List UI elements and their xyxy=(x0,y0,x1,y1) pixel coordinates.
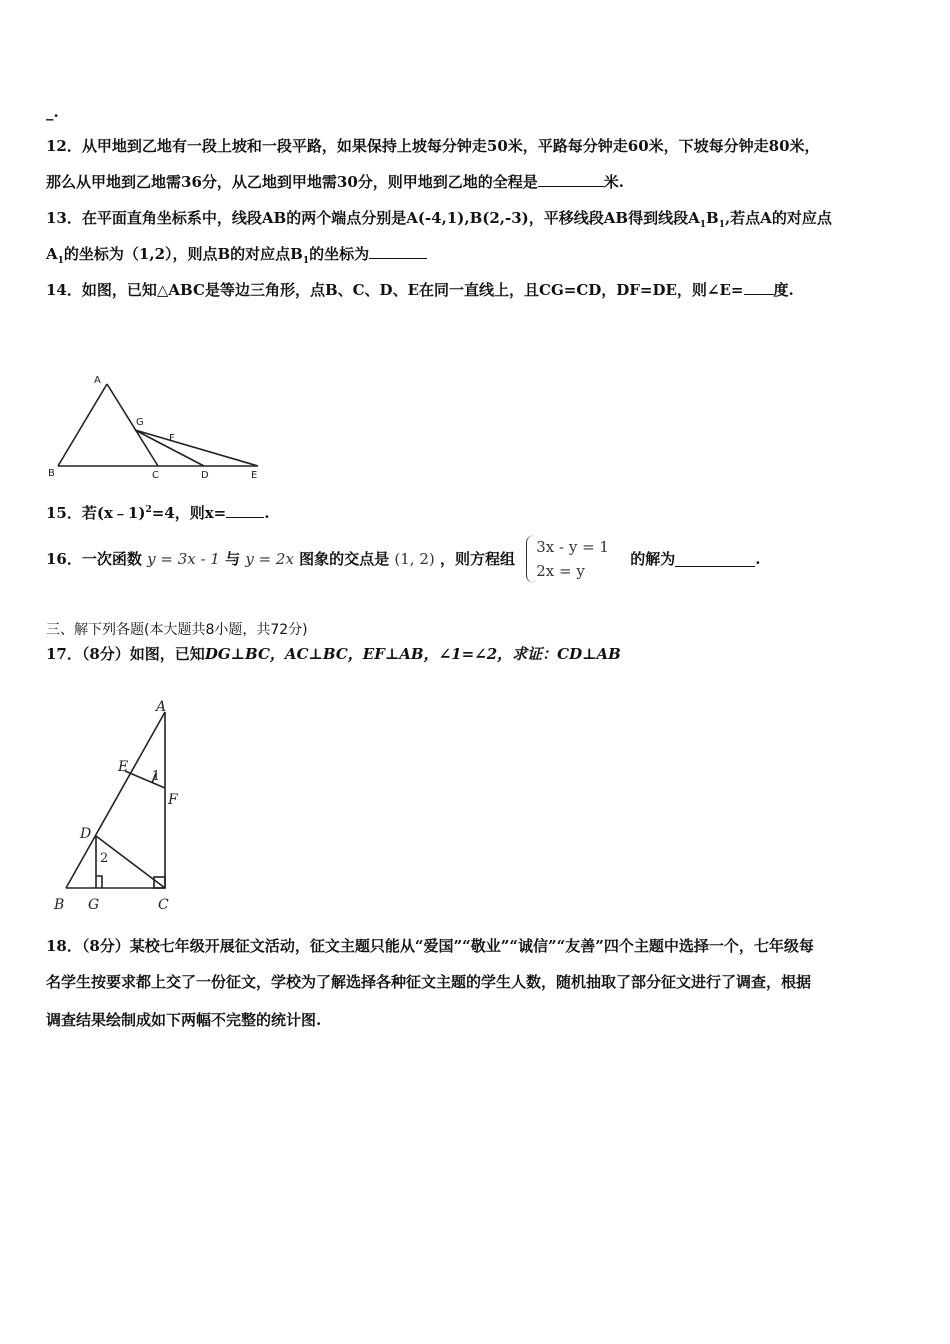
q14-label-a: A xyxy=(94,375,101,386)
q14-label-f: F xyxy=(169,433,175,444)
q18-line1: 18．（8分）某校七年级开展征文活动，征文主题只能从“爱国”“敬业”“诚信”“友善”四个主题中选择一个，七年级每 xyxy=(46,937,814,955)
q16-intersection-point: (1, 2) xyxy=(394,550,435,568)
q12-answer-blank[interactable] xyxy=(538,172,604,187)
section-3-heading: 三、解下列各题(本大题共8小题，共72分) xyxy=(46,622,308,638)
q15-text: 15．若(x﹣1)$^2$=4，则x= . xyxy=(46,504,270,522)
q16-function-2: y = 2x xyxy=(245,550,294,568)
q14-answer-blank[interactable] xyxy=(744,280,774,295)
q13-line2: $A_1$的坐标为（1,2），则点B的对应点$B_1$的坐标为 xyxy=(46,244,427,271)
q18-line2: 名学生按要求都上交了一份征文，学校为了解选择各种征文主题的学生人数，随机抽取了部分征文进行了调查，根据 xyxy=(46,973,812,991)
q17-label-e: E xyxy=(118,759,129,775)
q12-line1: 12．从甲地到乙地有一段上坡和一段平路，如果保持上坡每分钟走50米，平路每分钟走60米，下坡每分钟走80米， xyxy=(46,137,820,155)
q13-answer-blank[interactable] xyxy=(369,244,427,259)
q14-label-g: G xyxy=(136,417,144,428)
q18-line3: 调查结果绘制成如下两幅不完整的统计图. xyxy=(46,1011,322,1029)
q14-label-c: C xyxy=(152,470,159,481)
q16-equation-1: 3x - y = 1 xyxy=(536,538,609,556)
q17-figure xyxy=(48,696,198,918)
q16-equation-2: 2x = y xyxy=(536,562,585,580)
q17-label-f: F xyxy=(168,792,178,808)
q16-answer-blank[interactable] xyxy=(675,552,755,567)
q17-text: 17．（8分）如图，已知DG⊥BC，AC⊥BC，EF⊥AB，∠1=∠2，求证：CD⊥AB xyxy=(46,645,621,663)
q12-line2: 那么从甲地到乙地需36分，从乙地到甲地需30分，则甲地到乙地的全程是 米. xyxy=(46,173,624,191)
q17-label-g: G xyxy=(88,897,100,913)
q14-text: 14．如图，已知△ABC是等边三角形，点B、C、D、E在同一直线上，且CG=CD，DF=DE，则∠E= 度. xyxy=(46,281,794,299)
q17-angle-1: 1 xyxy=(152,769,161,784)
q17-label-d: D xyxy=(80,826,92,842)
q17-label-a: A xyxy=(156,699,167,715)
q13-line1: 13．在平面直角坐标系中，线段AB的两个端点分别是A(-4,1),B(2,-3)，平移线段AB得到线段$A_1B_1$,若点A的对应点 xyxy=(46,209,832,230)
q17-angle-2: 2 xyxy=(100,851,109,866)
q14-figure xyxy=(44,368,274,483)
q15-answer-blank[interactable] xyxy=(226,503,264,518)
q17-label-c: C xyxy=(158,897,169,913)
q14-label-b: B xyxy=(48,468,55,479)
q16-equation-system xyxy=(526,535,609,583)
q16-text: 16．一次函数 y = 3x - 1 与 y = 2x 图象的交点是 (1, 2) ，则方程组 3x - y = 1 2x = y 的解为 . xyxy=(46,535,760,583)
q14-label-e: E xyxy=(251,470,258,481)
q16-function-1: y = 3x - 1 xyxy=(147,550,220,568)
q14-label-d: D xyxy=(201,470,209,481)
q17-label-b: B xyxy=(54,897,65,913)
top-fragment: _. xyxy=(46,103,59,121)
